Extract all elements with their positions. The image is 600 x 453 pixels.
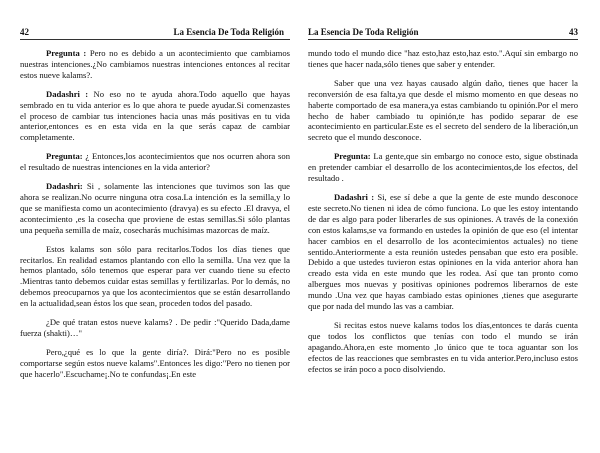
paragraph-text: Saber que una vez hayas causado algún daño, tienes que hacer la reconversión de esa falta,ya que desde el mismo momento en que deseas no haberte comportado de esa manera,ya estas cambiando tu opinión.Por el mero hecho de haber cambiado tu opinión,te has podido separar de ese acontecimiento en particular.Este es el secreto del sendero de la liberación,un secreto que el mundo desconoce. — [308, 77, 578, 143]
paragraph — [20, 181, 290, 236]
paragraph-text: La gente,que sin embargo no conoce esto, sigue obstinada en pretender cambiar el desarrollo de los acontecimientos,de los efectos, del resultado . — [308, 151, 578, 184]
paragraph — [308, 320, 578, 375]
paragraph — [20, 317, 290, 339]
left-page — [20, 0, 290, 453]
right-page-header — [308, 22, 578, 40]
paragraph-text: Si , solamente las intenciones que tuvimos son las que ahora se realizan.No ocurre ninguna otra cosa.La intención es la semilla,y lo que se manifiesta como un acontecimiento (dravya) es su efecto .El dravya, el acontecimiento ,es la cosecha que proviene de estas semillas.Si sólo plantas una pequeña semilla de maíz, cosecharás muchísimas mazorcas de maíz. — [20, 181, 290, 235]
paragraph-text: Si, ese sí debe a que la gente de este mundo desconoce este secreto.No tienen ni idea de cómo funciona. Lo que les estoy intentando de dar es algo para poder liberarles de sus opiniones. A través de la conexión con estos kalams,se va formando en ustedes la opinión de que eso (el intentar hacer cambios en el desarrollo de los acontecimientos actuales) no tiene sentido.Anteriormente a esta reunión ustedes pensaban que esto era posible. Debido a que ustedes tuvieron estas opiniones en la vida anterior ahora han creado esta vida en este mundo que les rodea. Así que tan pronto como albergues mos nuevas y positivas opiniones podremos liberarnos de este mundo .Una vez que hayas cambiado estas opiniones ,tienes que asegurarte que por nada del mundo las vas a cambiar. — [308, 191, 578, 312]
paragraph — [308, 151, 578, 184]
speaker-label: Pregunta : — [46, 48, 90, 58]
speaker-label: Dadashri: — [46, 181, 87, 192]
paragraph — [20, 244, 290, 309]
paragraph — [308, 78, 578, 143]
right-page — [308, 0, 578, 453]
paragraph-text: ¿De qué tratan estos nueve kalams? . De pedir :"Querido Dada,dame fuerza (shakti)…" — [20, 317, 290, 338]
paragraph-text: No eso no te ayuda ahora.Todo aquello que hayas sembrado en tu vida anterior es lo que ahora te puede ayudar.Si comenzastes el proceso de cambiar tus intenciones hacia unas más positivas en tu vida anterior,entonces es en esta vida en la que serás capaz de cambiar completamente. — [20, 88, 290, 143]
paragraph-text: Pero no es debido a un acontecimiento que cambiamos nuestras intenciones.¿No cambiamos nuestras intenciones entonces al recitar estos nueve kalams?. — [20, 48, 290, 80]
left-page-number: 42 — [20, 27, 29, 37]
paragraph — [20, 48, 290, 81]
right-page-number: 43 — [569, 27, 578, 37]
right-page-body — [308, 48, 578, 374]
speaker-label: Dadashri : — [46, 88, 94, 99]
right-running-title: La Esencia De Toda Religión — [308, 27, 419, 37]
speaker-label: Pregunta: — [334, 151, 374, 162]
paragraph — [20, 347, 290, 380]
paragraph-text: mundo todo el mundo dice "haz esto,haz esto,haz esto.".Aquí sin embargo no tienes que hacer nada,sólo tienes que saber y entender. — [308, 48, 578, 69]
paragraph-text: Estos kalams son sólo para recitarlos.Todos los días tienes que recitarlos. En realidad estamos plantando con ello la semilla. Una vez que la hemos plantado, sólo tenemos que esperar para ver cuando tiene su efecto .Mientras tanto debemos cuidar estas semillas y fertilizarlas. Por lo demás, no debemos preocuparnos ya que los acontecimientos que se están desarrollando en la actualidad,sean éstos los que sean, proceden todos del pasado. — [20, 243, 290, 309]
paragraph — [20, 89, 290, 144]
paragraph-text: Si recitas estos nueve kalams todos los días,entonces te darás cuenta que todos los conflictos que tenías con todo el mundo se irán apagando.Ahora,en este momento ,lo único que te toca aguantar son los efectos de las reacciones que sembrastes en tu vida anterior.Pero,incluso estos efectos se irán poco a poco disolviendo. — [308, 319, 578, 374]
speaker-label: Pregunta: — [46, 151, 86, 162]
paragraph — [20, 151, 290, 173]
left-running-title: La Esencia De Toda Religión — [173, 27, 284, 37]
paragraph — [308, 192, 578, 312]
left-page-body — [20, 48, 290, 380]
paragraph-text: Pero,¿qué es lo que la gente diría?. Dirá:"Pero no es posible comportarse según estos nueve kalams".Entonces les digo:"Pero no tienen por que hacerlo".Escuchame¡.No te confundas¡.En este — [20, 346, 290, 379]
left-page-header — [20, 22, 290, 40]
paragraph-text: ¿ Entonces,los acontecimientos que nos ocurren ahora son el resultado de nuestras intenciones en la vida anterior? — [20, 151, 290, 173]
paragraph — [308, 48, 578, 70]
speaker-label: Dadashri : — [334, 191, 378, 202]
